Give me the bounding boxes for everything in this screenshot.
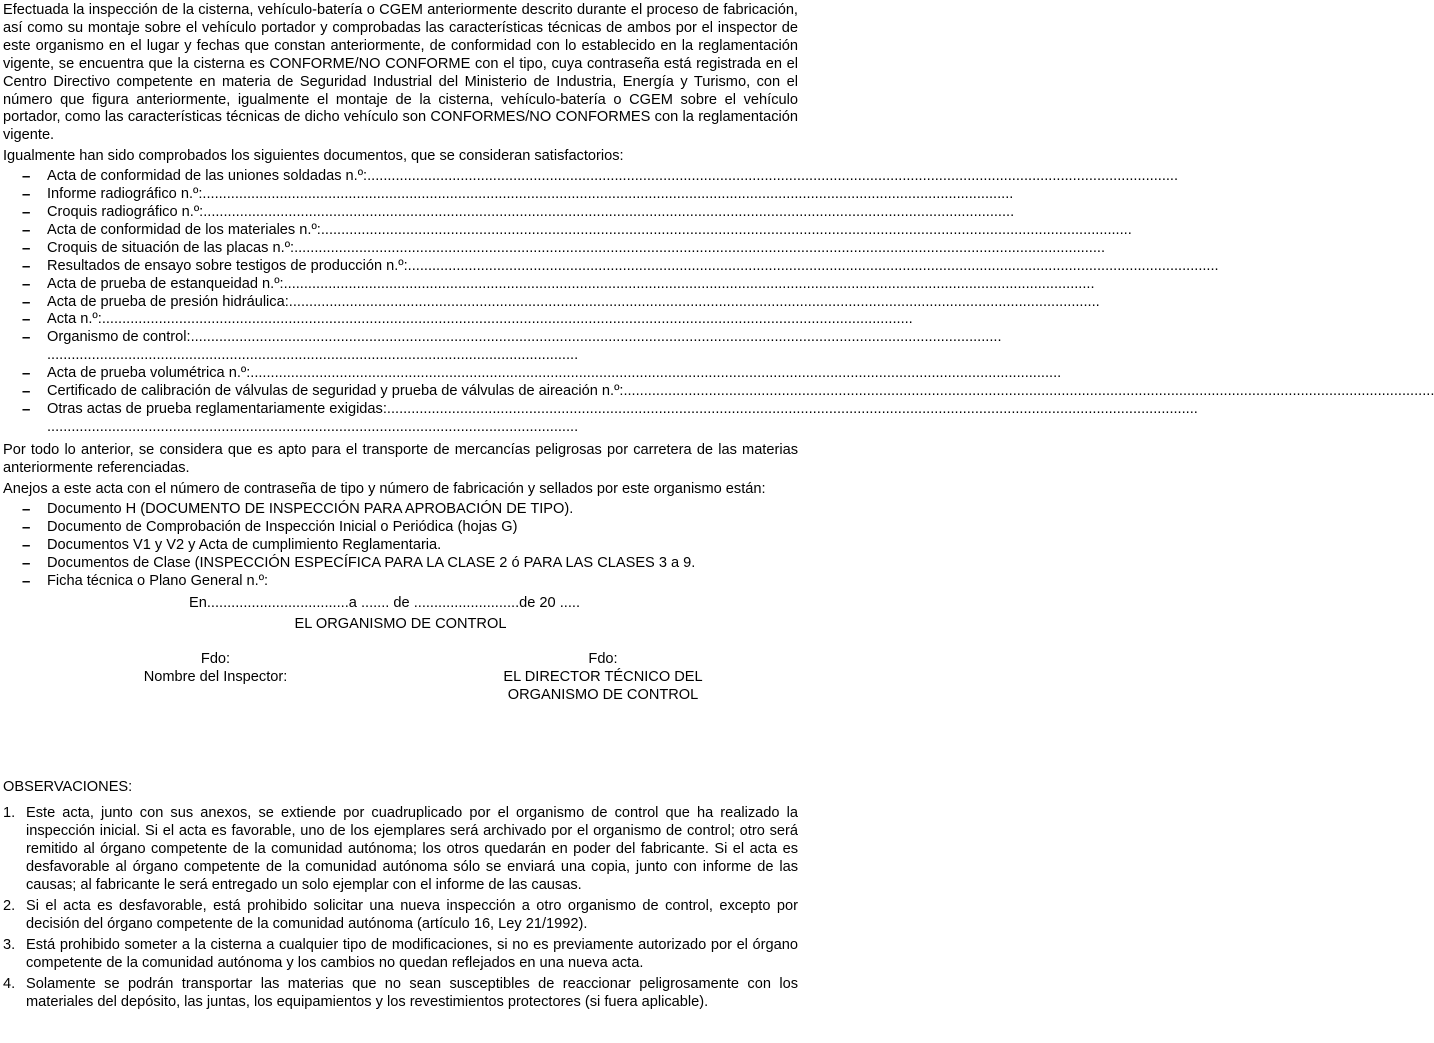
fill-dots: ........................................................................................................................................................................................................ — [623, 383, 1434, 400]
document-label: Resultados de ensayo sobre testigos de producción n.º: — [47, 257, 408, 274]
inspector-fdo: Fdo: — [200, 650, 231, 667]
observation-text: Solamente se podrán transportar las materias que no sean susceptibles de reaccionar peligrosamente con los materiales del depósito, las juntas, los equipamientos y los revestimientos protectores (si fuera aplicable). — [26, 975, 798, 1010]
annex-list — [3, 501, 798, 591]
fill-dots: ........................................................................................................................................................................................................ — [407, 257, 1219, 274]
place-date-line — [3, 595, 798, 613]
annex-item — [3, 555, 798, 573]
dash-bullet — [22, 519, 30, 538]
dash-bullet — [22, 204, 30, 223]
place-date-a: a — [348, 595, 357, 611]
annex-label: Documentos V1 y V2 y Acta de cumplimiento Reglamentaria. — [47, 537, 442, 554]
annex-label: Documento H (DOCUMENTO DE INSPECCIÓN PARA APROBACIÓN DE TIPO). — [47, 501, 574, 518]
observation-item — [3, 898, 798, 934]
observation-number: 2. — [3, 897, 16, 914]
intro-paragraph: Efectuada la inspección de la cisterna, vehículo-batería o CGEM anteriormente descrito durante el proceso de fabricación, así como su montaje sobre el vehículo portador y comprobadas las características técnicas de ambos por el inspector de este organismo en el lugar y fechas que constan anteriormente, de conformidad con lo establecido en la reglamentación vigente, se encuentra que la cisterna es CONFORME/NO CONFORME con el tipo, cuya contraseña está registrada en el Centro Directivo competente en materia de Seguridad Industrial del Ministerio de Industria, Energía y Turismo, con el número que figura anteriormente, igualmente el montaje de la cisterna, vehículo-batería o CGEM sobre el vehículo portador, como las características técnicas de dicho vehículo son CONFORMES/NO CONFORMES con la reglamentación vigente. — [3, 2, 798, 144]
dash-bullet — [22, 573, 30, 592]
dash-bullet — [22, 383, 30, 402]
document-label: Croquis radiográfico n.º: — [47, 203, 204, 220]
observations-list — [3, 805, 798, 1011]
documents-list — [3, 168, 1434, 437]
place-blank: ................................... — [206, 595, 349, 611]
dash-bullet — [22, 555, 30, 574]
inspector-name-label: Nombre del Inspector: — [143, 668, 288, 685]
place-date-de: de — [393, 595, 410, 611]
fill-dots: ........................................................................................................................................................................................................ — [367, 168, 1179, 185]
dash-bullet — [22, 168, 30, 187]
document-item — [3, 365, 1062, 383]
fill-dots: ........................................................................................................................................................................................................ — [294, 239, 1106, 256]
document-item — [3, 257, 1219, 276]
document-item — [3, 203, 1015, 222]
document-page — [3, 2, 1434, 1014]
fill-dots: ........................................................................................................................................................................................................ — [190, 329, 1002, 346]
document-item — [3, 275, 1095, 294]
dash-bullet — [22, 501, 30, 520]
inspector-signature — [3, 651, 408, 705]
dash-bullet — [22, 401, 30, 420]
observation-item — [3, 805, 798, 895]
annex-label: Documentos de Clase (INSPECCIÓN ESPECÍFICA PARA LA CLASE 2 ó PARA LAS CLASES 3 a 9. — [47, 555, 696, 572]
fill-dots: ........................................................................................................................................................................................................ — [288, 293, 1100, 310]
conclusion-paragraph: Por todo lo anterior, se considera que es apto para el transporte de mercancías peligrosas por carretera de las materias anteriormente referenciadas. — [3, 441, 798, 476]
annex-item — [3, 519, 798, 537]
document-label: Acta de prueba de estanqueidad n.º: — [47, 275, 284, 292]
documents-intro: Igualmente han sido comprobados los siguientes documentos, que se consideran satisfactorios: — [3, 148, 624, 165]
document-label: Acta de prueba volumétrica n.º: — [47, 365, 251, 382]
month-blank: .......................... — [413, 595, 520, 611]
annex-label: Documento de Comprobación de Inspección Inicial o Periódica (hojas G) — [47, 519, 518, 536]
dash-bullet — [22, 186, 30, 205]
observation-text: Está prohibido someter a la cisterna a cualquier tipo de modificaciones, si no es previamente autorizado por el órgano competente de la comunidad autónoma y los cambios no quedan reflejados en una nueva acta. — [26, 936, 798, 971]
annex-intro: Anejos a este acta con el número de contraseña de tipo y número de fabricación y sellados por este organismo están: — [3, 480, 766, 497]
director-fdo: Fdo: — [588, 650, 618, 667]
observation-number: 4. — [3, 975, 16, 992]
fill-dots: ........................................................................................................................................................................................................ — [101, 311, 913, 328]
dash-bullet — [22, 365, 30, 384]
document-label: Certificado de calibración de válvulas de seguridad y prueba de válvulas de aireación n.º: — [47, 383, 624, 400]
document-item — [3, 239, 1106, 258]
dash-bullet — [22, 240, 30, 259]
document-item — [3, 311, 913, 329]
fill-dots: ........................................................................................................................................................................................................ — [386, 400, 1198, 417]
place-date-de-year: de 20 — [519, 595, 556, 611]
document-item — [3, 168, 1179, 186]
dash-bullet — [22, 294, 30, 313]
observation-text: Este acta, junto con sus anexos, se extiende por cuadruplicado por el organismo de control que ha realizado la inspección inicial. Si el acta es favorable, uno de los ejemplares será archivado por el organismo de control; otro será remitido al órgano competente de la comunidad autónoma; los otros quedarán en poder del fabricante. Si el acta es desfavorable al órgano competente de la comunidad autónoma sólo se enviará una copia, junto con informe de las causas; al fabricante le será entregado un solo ejemplar con el informe de las causas. — [26, 805, 798, 894]
document-item — [3, 329, 1002, 347]
fill-dots: ........................................................................................................................................................................................................ — [320, 221, 1132, 238]
dash-bullet — [22, 329, 30, 348]
org-signature-title: EL ORGANISMO DE CONTROL — [294, 615, 507, 632]
document-label: Acta de prueba de presión hidráulica: — [47, 293, 289, 310]
dash-bullet — [22, 222, 30, 241]
dash-bullet — [22, 311, 30, 330]
document-label: Acta n.º: — [47, 311, 102, 328]
place-date-en: En — [189, 595, 207, 611]
document-label: Croquis de situación de las placas n.º: — [47, 239, 295, 256]
annex-item — [3, 573, 798, 591]
fill-dots: ........................................................................................................................................................................................................ — [283, 275, 1095, 292]
year-blank: ..... — [559, 595, 581, 611]
observation-item — [3, 976, 798, 1012]
fill-dots: ........................................................................................................................................................................................................ — [202, 186, 1014, 203]
document-label: Acta de conformidad de los materiales n.º: — [47, 221, 321, 238]
observation-number: 1. — [3, 805, 16, 822]
dash-bullet — [22, 276, 30, 295]
annex-item — [3, 537, 798, 555]
document-item — [3, 383, 1434, 401]
document-continuation-line: ................................................................................................................................... — [47, 347, 579, 364]
document-label: Organismo de control: — [47, 329, 191, 346]
document-continuation-line: ................................................................................................................................... — [47, 418, 579, 435]
signature-block — [3, 651, 798, 705]
annex-label: Ficha técnica o Plano General n.º: — [47, 573, 269, 590]
dash-bullet — [22, 258, 30, 277]
dash-bullet — [22, 537, 30, 556]
observation-item — [3, 937, 798, 973]
director-title-line2: ORGANISMO DE CONTROL — [507, 686, 699, 703]
document-item — [3, 293, 1100, 312]
document-item — [3, 186, 1014, 204]
document-label: Informe radiográfico n.º: — [47, 186, 203, 203]
director-signature — [408, 651, 798, 705]
annex-item — [3, 501, 798, 519]
document-item — [3, 400, 1198, 419]
day-blank: ....... — [360, 595, 390, 611]
observations-title: OBSERVACIONES: — [3, 778, 133, 795]
observation-text: Si el acta es desfavorable, está prohibido solicitar una nueva inspección a otro organismo de control, excepto por decisión del órgano competente de la comunidad autónoma (artículo 16, Ley 21/1992). — [26, 897, 798, 932]
observation-number: 3. — [3, 936, 16, 953]
document-item — [3, 221, 1132, 240]
director-title-line1: EL DIRECTOR TÉCNICO DEL — [503, 668, 703, 685]
document-label: Acta de conformidad de las uniones soldadas n.º: — [47, 168, 368, 185]
fill-dots: ........................................................................................................................................................................................................ — [250, 365, 1062, 382]
fill-dots: ........................................................................................................................................................................................................ — [203, 203, 1015, 220]
document-label: Otras actas de prueba reglamentariamente exigidas: — [47, 400, 387, 417]
